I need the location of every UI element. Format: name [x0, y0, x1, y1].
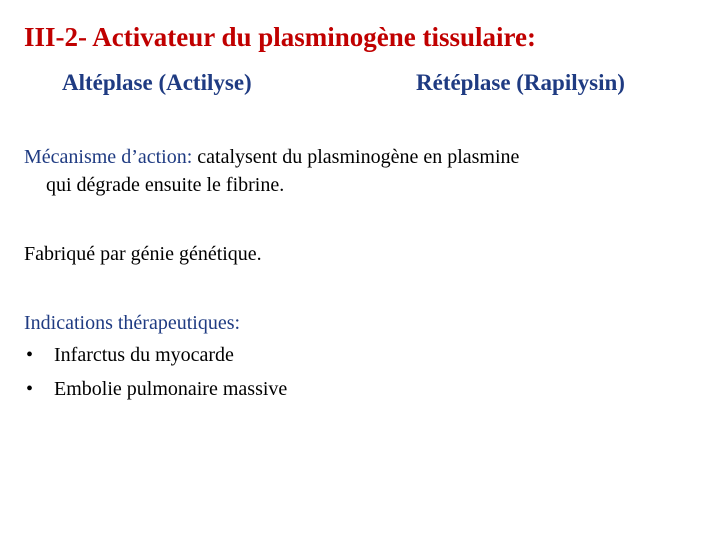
mechanism-label: Mécanisme d’action: [24, 146, 193, 168]
mechanism-text-1: catalysent du plasminogène en plasmine [192, 146, 520, 168]
slide-title: III-2- Activateur du plasminogène tissulaire: [24, 22, 537, 52]
bullet-icon: • [26, 378, 34, 400]
drug-alteplase: Altéplase (Actilyse) [62, 70, 252, 95]
bullet-icon: • [26, 344, 34, 366]
list-item [26, 344, 234, 367]
indication-embolie: Embolie pulmonaire massive [54, 378, 288, 400]
drug-reteplase: Rétéplase (Rapilysin) [416, 70, 625, 95]
mechanism-line-1 [24, 146, 519, 169]
indications-label: Indications thérapeutiques: [24, 312, 241, 334]
manufacture-text: Fabriqué par génie génétique. [24, 243, 262, 265]
list-item [26, 378, 287, 401]
mechanism-line-2: qui dégrade ensuite le fibrine. [46, 174, 285, 196]
indication-infarctus: Infarctus du myocarde [54, 344, 234, 366]
